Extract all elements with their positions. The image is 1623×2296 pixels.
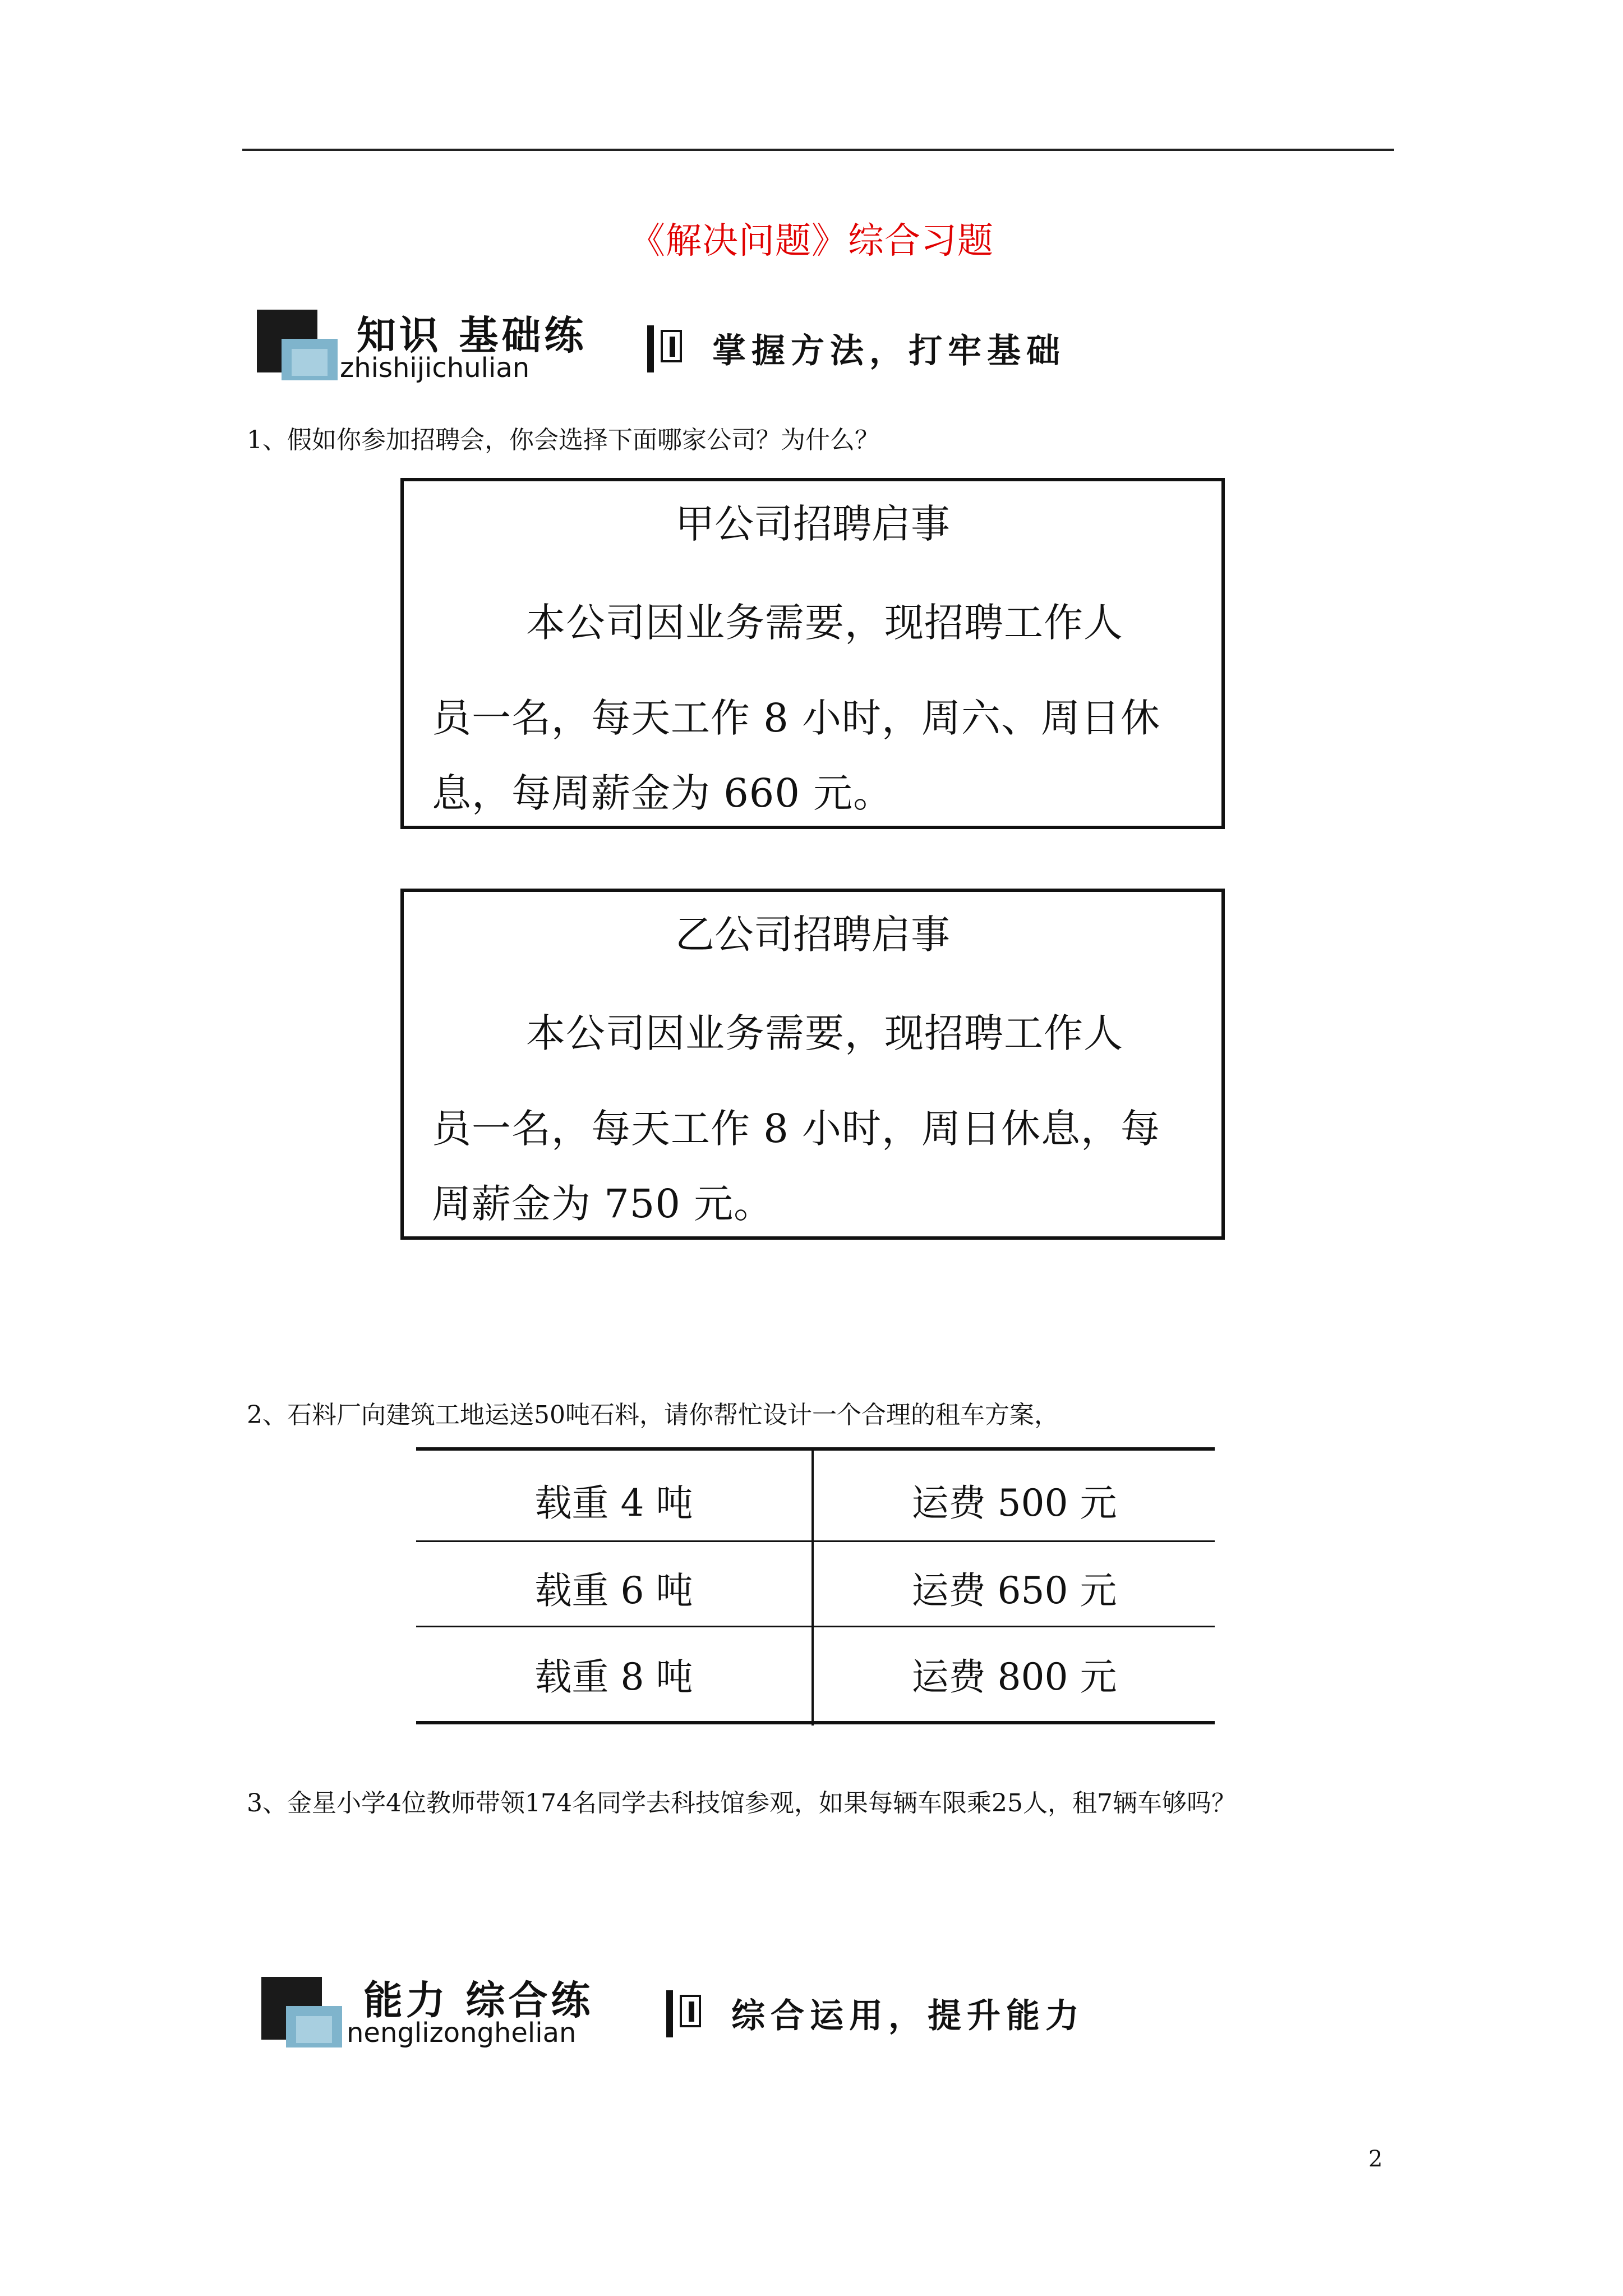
section-pinyin: nenglizonghelian bbox=[347, 2017, 577, 2049]
notice-line: 本公司因业务需要，现招聘工作人 bbox=[526, 1010, 1123, 1056]
question-3: 3、金星小学4位教师带领174名同学去科技馆参观，如果每辆车限乘25人，租7辆车够吗？ bbox=[247, 1789, 1236, 1818]
notice-line: 本公司因业务需要，现招聘工作人 bbox=[526, 600, 1123, 646]
table-cell-load: 载重 6 吨 bbox=[534, 1569, 693, 1612]
table-cell-load: 载重 4 吨 bbox=[534, 1481, 693, 1525]
section-subtitle: 综合运用，提升能力 bbox=[731, 1996, 1085, 2036]
rental-table bbox=[416, 1447, 1215, 1726]
section-title: 能力 综合练 bbox=[363, 1977, 594, 2023]
table-cell-fee: 运费 500 元 bbox=[911, 1481, 1117, 1525]
section-title: 知识 基础练 bbox=[357, 312, 587, 358]
notice-line: 员一名，每天工作 8 小时，周六、周日休 bbox=[432, 695, 1161, 741]
notice-title: 乙公司招聘启事 bbox=[675, 912, 950, 958]
question-2: 2、石料厂向建筑工地运送50吨石料，请你帮忙设计一个合理的租车方案， bbox=[247, 1401, 1059, 1429]
notice-line: 员一名，每天工作 8 小时，周日休息，每 bbox=[432, 1106, 1161, 1152]
table-cell-fee: 运费 800 元 bbox=[911, 1655, 1117, 1699]
notice-card bbox=[400, 478, 1225, 829]
section-badge-icon bbox=[261, 1977, 343, 2050]
notice-line: 周薪金为 750 元。 bbox=[432, 1181, 774, 1227]
section-pinyin: zhishijichulian bbox=[340, 352, 530, 384]
notice-card bbox=[400, 889, 1225, 1240]
table-cell-load: 载重 8 吨 bbox=[534, 1655, 693, 1699]
notice-title: 甲公司招聘启事 bbox=[675, 501, 950, 547]
notice-line: 息，每周薪金为 660 元。 bbox=[432, 770, 893, 816]
page-title: 《解决问题》综合习题 bbox=[629, 220, 994, 262]
section-number-icon bbox=[680, 1995, 701, 2027]
section-badge-icon bbox=[257, 310, 338, 383]
section-divider bbox=[666, 1990, 673, 2037]
page-number: 2 bbox=[1368, 2146, 1383, 2172]
question-1: 1、假如你参加招聘会，你会选择下面哪家公司？为什么？ bbox=[247, 426, 879, 454]
section-number-icon bbox=[661, 330, 682, 362]
table-cell-fee: 运费 650 元 bbox=[911, 1569, 1117, 1612]
header-rule bbox=[242, 149, 1394, 151]
section-subtitle: 掌握方法，打牢基础 bbox=[712, 332, 1066, 371]
section-divider bbox=[647, 325, 654, 372]
